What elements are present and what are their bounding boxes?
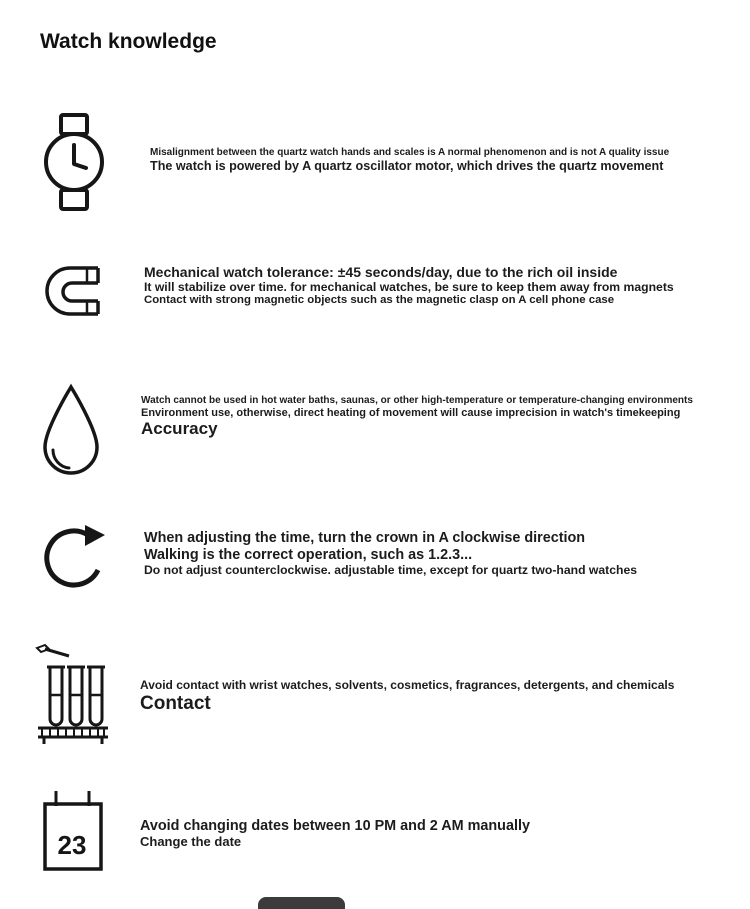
note-line: It will stabilize over time. for mechanical watches, be sure to keep them away from magnets bbox=[144, 280, 674, 295]
note-line: Avoid contact with wrist watches, solvents, cosmetics, fragrances, detergents, and chemicals bbox=[140, 678, 675, 692]
note-line: Watch cannot be used in hot water baths, saunas, or other high-temperature or temperature-changing environments bbox=[141, 395, 693, 406]
note-line: Walking is the correct operation, such as 1.2.3... bbox=[144, 546, 473, 563]
note-line: Avoid changing dates between 10 PM and 2 AM manually bbox=[140, 818, 530, 834]
note-line: The watch is powered by A quartz oscillator motor, which drives the quartz movement bbox=[150, 158, 664, 173]
calendar-icon bbox=[42, 790, 104, 872]
date-change-text bbox=[140, 818, 530, 850]
bottom-partial-element bbox=[258, 897, 345, 909]
accuracy-heading: Accuracy bbox=[141, 419, 218, 439]
calendar-day-text: 23 bbox=[57, 830, 87, 860]
time-adjustment-text bbox=[144, 530, 637, 577]
note-line: Mechanical watch tolerance: ±45 seconds/day, due to the rich oil inside bbox=[144, 264, 618, 280]
note-line: Do not adjust counterclockwise. adjustable time, except for quartz two-hand watches bbox=[144, 563, 638, 578]
note-line: Contact with strong magnetic objects such as the magnetic clasp on A cell phone case bbox=[144, 294, 615, 307]
change-date-label: Change the date bbox=[140, 833, 242, 849]
magnet-icon bbox=[42, 262, 100, 322]
chemical-contact-text bbox=[140, 679, 674, 715]
page-title: Watch knowledge bbox=[40, 30, 217, 53]
note-line: Misalignment between the quartz watch hands and scales is A normal phenomenon and is not A quality issue bbox=[150, 147, 670, 158]
water-drop-icon bbox=[40, 383, 102, 480]
accuracy-text bbox=[141, 395, 693, 439]
contact-heading: Contact bbox=[140, 692, 211, 714]
wristwatch-icon bbox=[44, 112, 104, 212]
quartz-movement-text bbox=[150, 147, 669, 173]
note-line: Environment use, otherwise, direct heating of movement will cause imprecision in watch's timekeeping bbox=[141, 406, 681, 419]
magnetism-text bbox=[144, 264, 674, 307]
test-tubes-icon bbox=[35, 643, 111, 745]
clockwise-arrow-icon bbox=[40, 523, 106, 596]
note-line: When adjusting the time, turn the crown in A clockwise direction bbox=[144, 530, 586, 546]
